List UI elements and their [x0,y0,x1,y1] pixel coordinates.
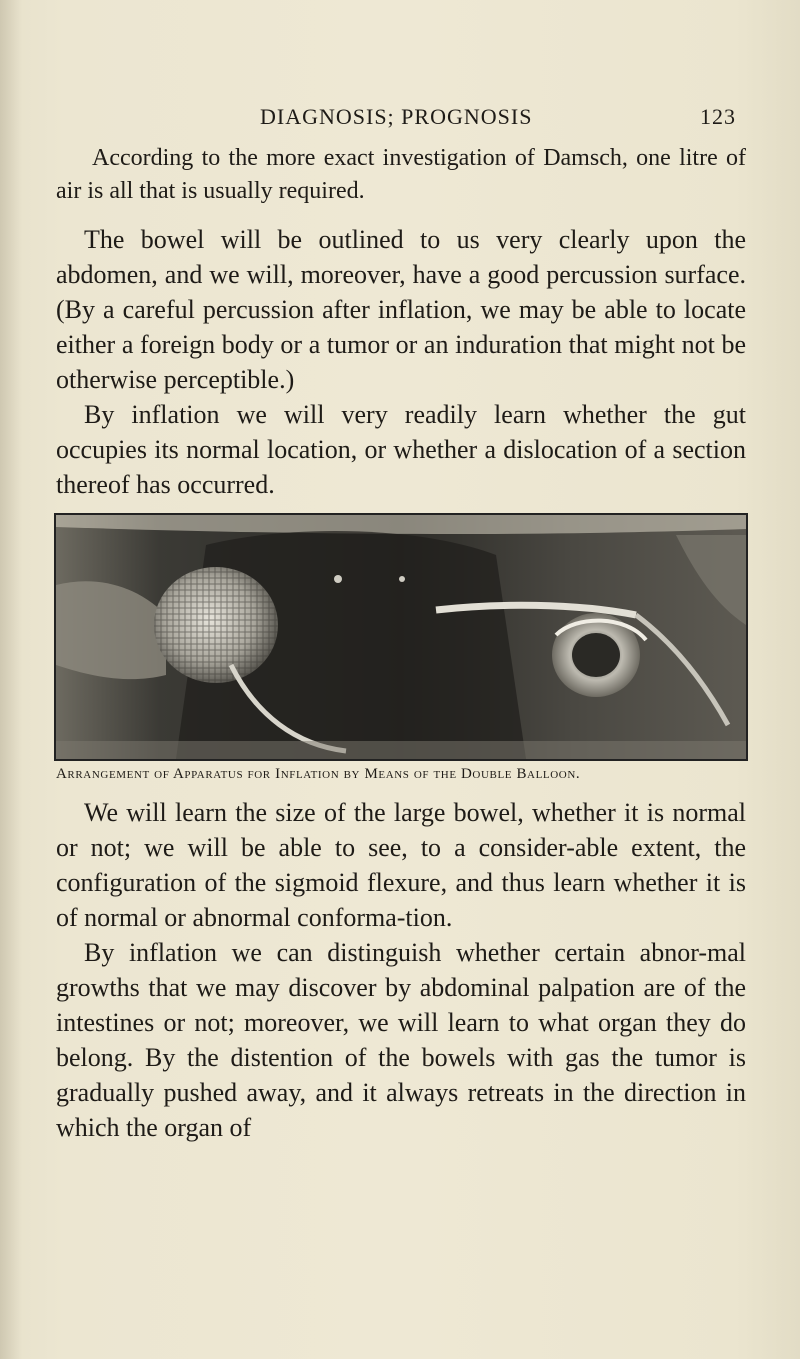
running-title: DIAGNOSIS; PROGNOSIS [260,104,533,129]
paragraph-growths: By inflation we can distinguish whether certain abnor-mal growths that we may discover by abdominal palpation are of the intestines or not; moreover, we will learn to what organ they do belong. By the distention of the bowels with gas the tumor is gradually pushed away, and it always retreats in the direction in which the organ of [56,938,746,1142]
running-header [60,104,740,134]
page-number: 123 [700,104,736,129]
paragraph-bowel-outline: The bowel will be outlined to us very clearly upon the abdomen, and we will, moreover, have a good percussion surface. (By a careful percussion after inflation, we may be able to locate either a foreign body or a tumor or an induration that might not be otherwise perceptible.) [56,225,746,394]
paragraph-gut-location: By inflation we will very readily learn whether the gut occupies its normal location, or whether a dislocation of a section thereof has occurred. [56,400,746,499]
paragraph-bowel-size: We will learn the size of the large bowel, whether it is normal or not; we will be able to see, to a consider-able extent, the configuration of the sigmoid flexure, and thus learn whether it is of normal or abnormal conforma-tion. [56,798,746,932]
page-edge-shadow [0,0,22,1359]
figure-apparatus-photo [54,513,748,761]
apparatus-illustration [56,515,746,759]
figure-caption: Arrangement of Apparatus for Inflation by Means of the Double Balloon. [56,766,581,782]
paragraph-damsch: According to the more exact investigation of Damsch, one litre of air is all that is usually required. [56,145,746,204]
